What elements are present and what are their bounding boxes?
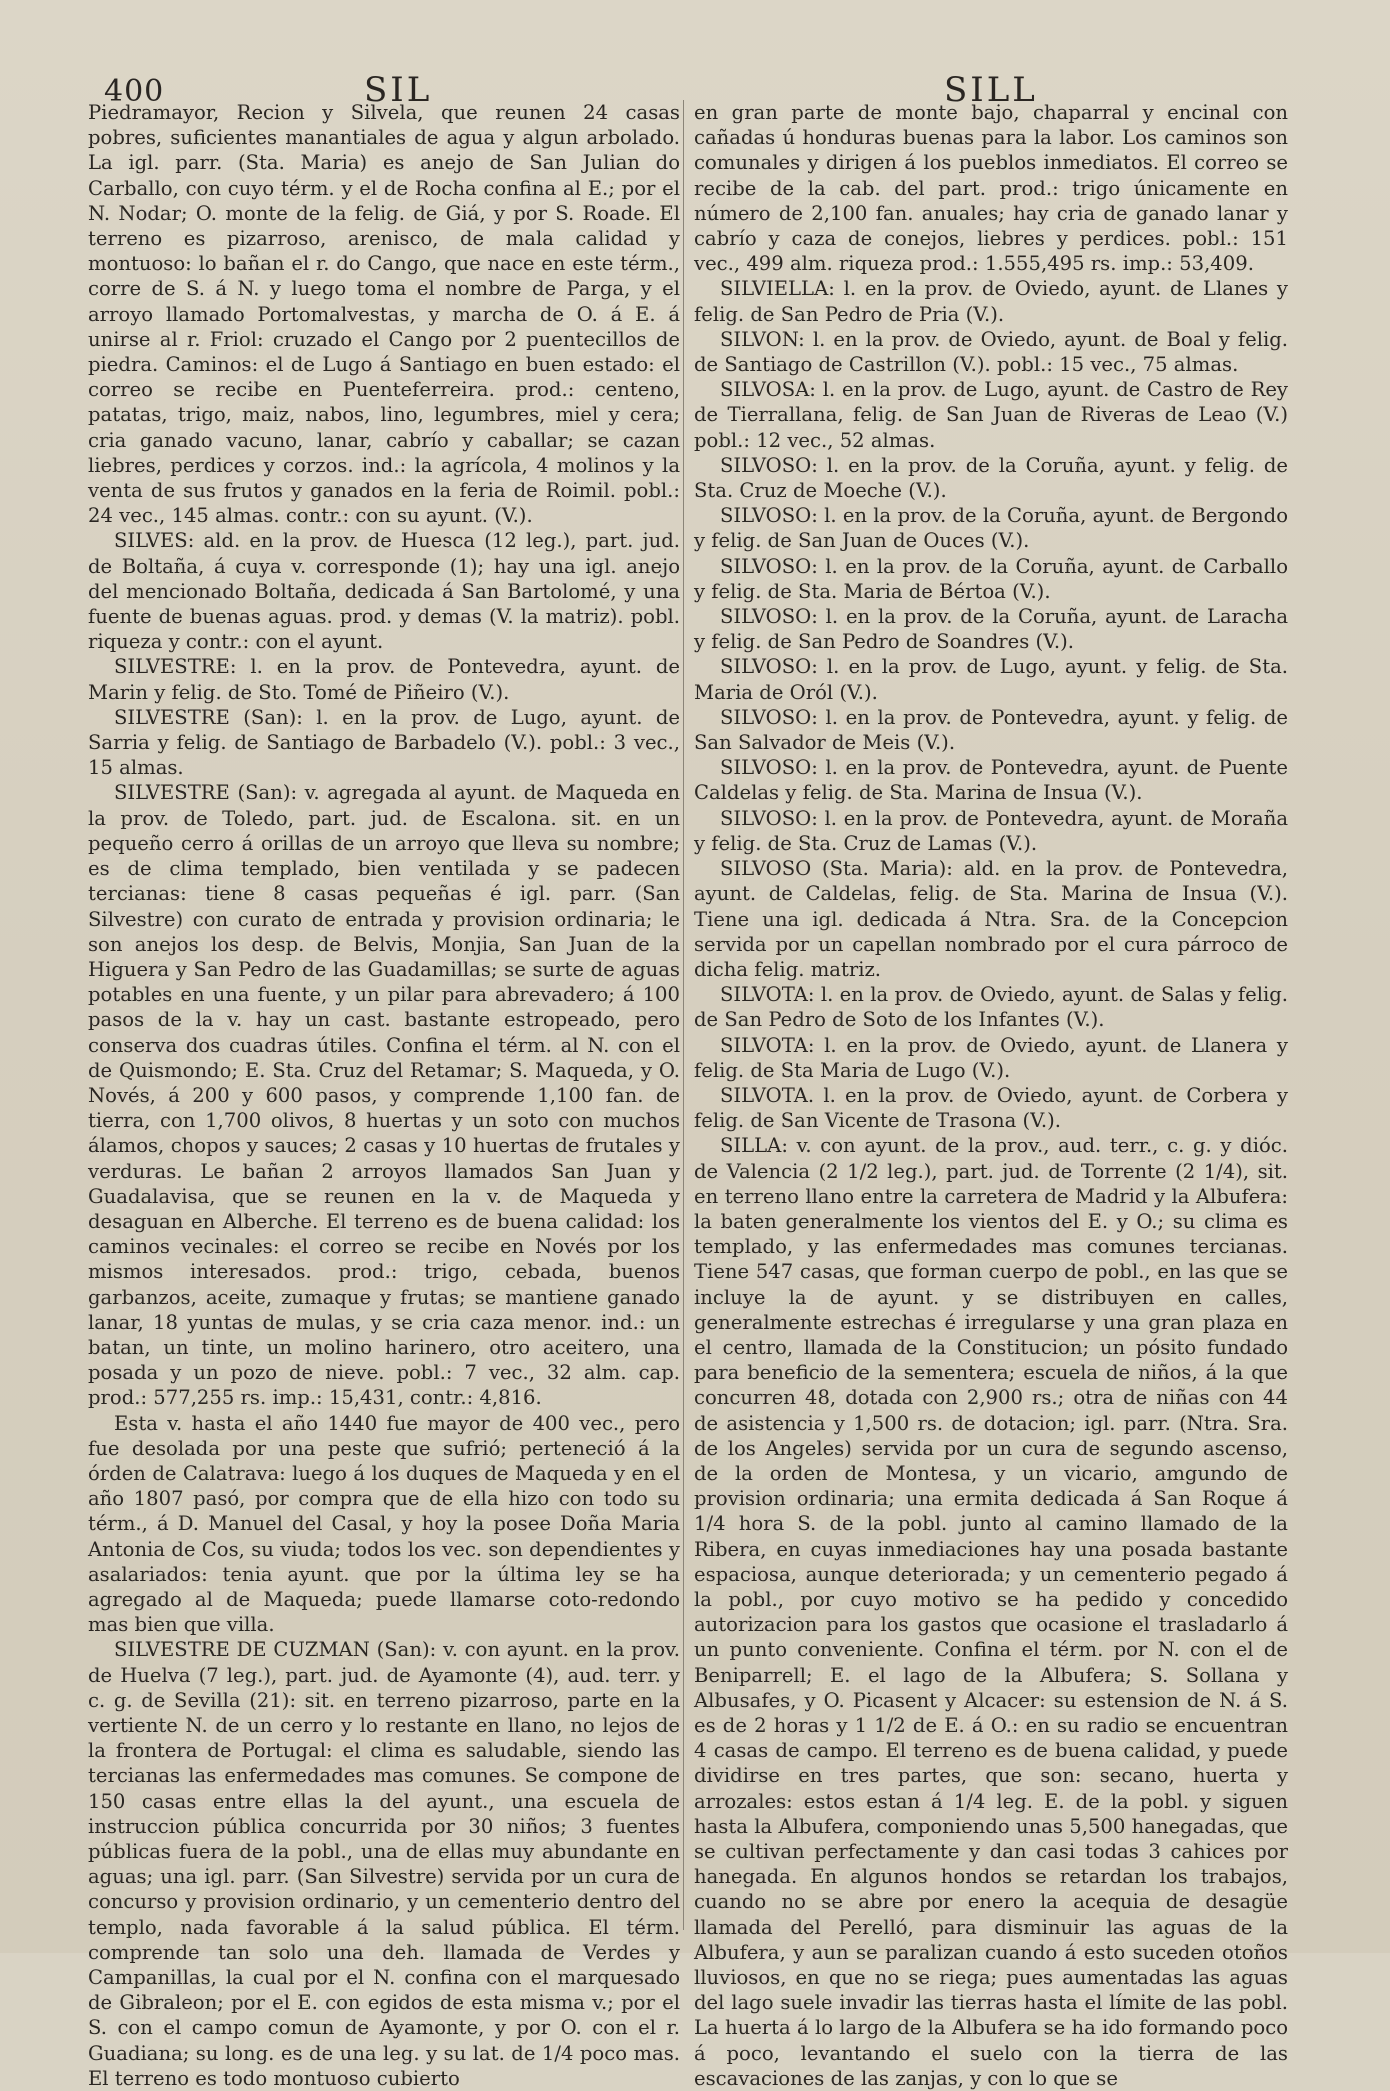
entry-silvoso: SILVOSO: l. en la prov. de la Coruña, ayunt. y felig. de Sta. Cruz de Moeche (V.).: [694, 453, 1288, 503]
entry-silvoso: SILVOSO: l. en la prov. de la Coruña, ayunt. de Bergondo y felig. de San Juan de Ouces (V.).: [694, 504, 1288, 553]
entry-silvestre-san-toledo: SILVESTRE (San): v. agregada al ayunt. de Maqueda en la prov. de Toledo, part. jud. de Escalona. sit. en un pequeño cerro á orillas de un arroyo que lleva su nombre; es de clima templado, bien ventilada y se padecen tercianas: tiene 8 casas pequeñas é igl. parr. (San Silvestre) con curato de entrada y provision ordinaria; le son anejos los desp. de Belvis, Monjia, San Juan de la Higuera y San Pedro de las Guadamillas; se surte de aguas potables en una fuente, y un pilar para abrevadero; á 100 pasos de la v. hay un cast. bastante estropeado, pero conserva dos cuadras útiles. Confina el térm. al N. con el de Quismondo; E. Sta. Cruz del Retamar; S. Maqueda, y O. Novés, á 200 y 600 pasos, y comprende 1,100 fan. de tierra, con 1,700 olivos, 8 huertas y un soto con muchos álamos, chopos y sauces; 2 casas y 10 huertas de frutales y verduras. Le bañan 2 arroyos llamados San Juan y Guadalavisa, que se reunen en la v. de Maqueda y desaguan en Alberche. El terreno es de buena calidad: los caminos vecinales: el correo se recibe en Novés por los mismos interesados. prod.: trigo, cebada, buenos garbanzos, aceite, zumaque y frutas; se mantiene ganado lanar, 18 yuntas de mulas, y se cria caza menor. ind.: un batan, un tinte, un molino harinero, otro aceitero, una posada y un pozo de nieve. pobl.: 7 vec., 32 alm. cap. prod.: 577,255 rs. imp.: 15,431, contr.: 4,816.: [88, 781, 680, 1410]
entry-silvosa: SILVOSA: l. en la prov. de Lugo, ayunt. de Castro de Rey de Tierrallana, felig. de San Juan de Riveras de Leao (V.) pobl.: 12 vec., 52 almas.: [694, 378, 1288, 452]
column-divider: [683, 100, 684, 1930]
entry-silvestre: SILVESTRE: l. en la prov. de Pontevedra, ayunt. de Marin y felig. de Sto. Tomé de Piñeiro (V.).: [88, 655, 680, 704]
entry-silvoso: SILVOSO: l. en la prov. de la Coruña, ayunt. de Laracha y felig. de San Pedro de Soandres (V.).: [694, 605, 1288, 654]
entry-continued-top: Piedramayor, Recion y Silvela, que reunen 24 casas pobres, suficientes manantiales de agua y algun arbolado. La igl. parr. (Sta. Maria) es anejo de San Julian do Carballo, con cuyo térm. y el de Rocha confina al E.; por el N. Nodar; O. monte de la felig. de Giá, y por S. Roade. El terreno es pizarroso, arenisco, de mala calidad y montuoso: lo bañan el r. do Cango, que nace en este térm., corre de S. á N. y luego toma el nombre de Parga, y el arroyo llamado Portomalvestas, y marcha de O. á E. á unirse al r. Friol: cruzado el Cango por 2 puentecillos de piedra. Caminos: el de Lugo á Santiago en buen estado: el correo se recibe en Puenteferreira. prod.: centeno, patatas, trigo, maiz, nabos, lino, legumbres, miel y cera; cria ganado vacuno, lanar, cabrío y caballar; se cazan liebres, perdices y corzos. ind.: la agrícola, 4 molinos y la venta de sus frutos y ganados en la feria de Roimil. pobl.: 24 vec., 145 almas. contr.: con su ayunt. (V.).: [88, 101, 680, 528]
left-column: [88, 100, 680, 2090]
entry-silvoso: SILVOSO: l. en la prov. de Pontevedra, ayunt. de Puente Caldelas y felig. de Sta. Marina de Insua (V.).: [694, 756, 1288, 805]
entry-silvoso: SILVOSO: l. en la prov. de Pontevedra, ayunt. y felig. de San Salvador de Meis (V.).: [694, 705, 1288, 755]
page-number: 400: [104, 74, 165, 109]
entry-silvota: SILVOTA: l. en la prov. de Oviedo, ayunt. de Salas y felig. de San Pedro de Soto de los Infantes (V.).: [694, 983, 1288, 1032]
entry-silvoso: SILVOSO: l. en la prov. de la Coruña, ayunt. de Carballo y felig. de Sta. Maria de Bértoa (V.).: [694, 554, 1288, 603]
left-running-head: SIL: [364, 70, 433, 110]
entry-silvoso: SILVOSO: l. en la prov. de Pontevedra, ayunt. de Moraña y felig. de Sta. Cruz de Lamas (V.).: [694, 806, 1288, 855]
right-column: [694, 100, 1288, 2090]
entry-silvoso-sta-maria: SILVOSO (Sta. Maria): ald. en la prov. de Pontevedra, ayunt. de Caldelas, felig. de Sta. Marina de Insua (V.). Tiene una igl. dedicada á Ntra. Sra. de la Concepcion servida por un capellan nombrado por el cura párroco de dicha felig. matriz.: [694, 857, 1288, 981]
entry-silvestre-san-lugo: SILVESTRE (San): l. en la prov. de Lugo, ayunt. de Sarria y felig. de Santiago de Barbadelo (V.). pobl.: 3 vec., 15 almas.: [88, 705, 680, 780]
entry-silvoso: SILVOSO: l. en la prov. de Lugo, ayunt. y felig. de Sta. Maria de Oról (V.).: [694, 655, 1288, 704]
entry-continued-right: en gran parte de monte bajo, chaparral y encinal con cañadas ú honduras buenas para la labor. Los caminos son comunales y dirigen á los pueblos inmediatos. El correo se recibe de la cab. del part. prod.: trigo únicamente en número de 2,100 fan. anuales; hay cria de ganado lanar y cabrío y caza de conejos, liebres y perdices. pobl.: 151 vec., 499 alm. riqueza prod.: 1.555,495 rs. imp.: 53,409.: [694, 101, 1288, 276]
entry-silviella: SILVIELLA: l. en la prov. de Oviedo, ayunt. de Llanes y felig. de San Pedro de Pria (V.).: [694, 277, 1288, 326]
entry-silvestre-history: Esta v. hasta el año 1440 fue mayor de 400 vec., pero fue desolada por una peste que sufrió; perteneció á la órden de Calatrava: luego á los duques de Maqueda y en el año 1807 pasó, por compra que de ella hizo con todo su térm., á D. Manuel del Casal, y hoy la posee Doña Maria Antonia de Cos, su viuda; todos los vec. son dependientes y asalariados: tenia ayunt. que por la última ley se ha agregado al de Maqueda; puede llamarse coto-redondo mas bien que villa.: [88, 1411, 680, 1637]
entry-silvon: SILVON: l. en la prov. de Oviedo, ayunt. de Boal y felig. de Santiago de Castrillon (V.). pobl.: 15 vec., 75 almas.: [694, 327, 1288, 377]
entry-silla: SILLA: v. con ayunt. de la prov., aud. terr., c. g. y dióc. de Valencia (2 1/2 leg.), part. jud. de Torrente (2 1/4), sit. en terreno llano entre la carretera de Madrid y la Albufera: la baten generalmente los vientos del E. y O.; su clima es templado, y las enfermedades mas comunes tercianas. Tiene 547 casas, que forman cuerpo de pobl., en las que se incluye la de ayunt. y se distribuyen en calles, generalmente estrechas é irregularse y una gran plaza en el centro, llamada de la Constitucion; un pósito fundado para beneficio de la sementera; escuela de niños, á la que concurren 48, dotada con 2,900 rs.; otra de niñas con 44 de asistencia y 1,500 rs. de dotacion; igl. parr. (Ntra. Sra. de los Angeles) servida por un cura de segundo ascenso, de la orden de Montesa, y un vicario, amgundo de provision ordinaria; una ermita dedicada á San Roque á 1/4 hora S. de la pobl. junto al camino llamado de la Ribera, en cuyas inmediaciones hay una posada bastante espaciosa, aunque deteriorada; y un cementerio pegado á la pobl., por cuyo motivo se ha pedido y concedido autorizacion para los gastos que ocasione el trasladarlo á un punto conveniente. Confina el térm. por N. con el de Beniparrell; E. el lago de la Albufera; S. Sollana y Albusafes, y O. Picasent y Alcacer: su estension de N. á S. es de 2 horas y 1 1/2 de E. á O.: en su radio se encuentran 4 casas de campo. El terreno es de buena calidad, y puede dividirse en tres partes, que son: secano, huerta y arrozales: estos estan á 1/4 leg. E. de la pobl. y siguen hasta la Albufera, componiendo unas 5,500 hanegadas, que se cultivan perfectamente y dan casi todas 3 cahices por hanegada. En algunos hondos se retardan los trabajos, cuando no se abre por enero la acequia de desagüe llamada del Perelló, para disminuir las aguas de la Albufera, y aun se paralizan cuando á esto suceden otoños lluviosos, en que no se riega; pues aumentadas las aguas del lago suele invadir las tierras hasta el límite de las pobl. La huerta á lo largo de la Albufera se ha ido formando poco á poco, levantando el suelo con la tierra de las escavaciones de las zanjas, y con lo que se: [694, 1134, 1288, 2090]
entry-silvota: SILVOTA: l. en la prov. de Oviedo, ayunt. de Llanera y felig. de Sta Maria de Lugo (V.).: [694, 1033, 1288, 1082]
entry-silves: SILVES: ald. en la prov. de Huesca (12 leg.), part. jud. de Boltaña, á cuya v. corresponde (1); hay una igl. anejo del mencionado Boltaña, dedicada á San Bartolomé, y una fuente de buenas aguas. prod. y demas (V. la matriz). pobl. riqueza y contr.: con el ayunt.: [88, 529, 680, 654]
entry-silvota: SILVOTA. l. en la prov. de Oviedo, ayunt. de Corbera y felig. de San Vicente de Trasona (V.).: [694, 1083, 1288, 1133]
entry-silvestre-de-cuzman: SILVESTRE DE CUZMAN (San): v. con ayunt. en la prov. de Huelva (7 leg.), part. jud. de Ayamonte (4), aud. terr. y c. g. de Sevilla (21): sit. en terreno pizarroso, parte en la vertiente N. de un cerro y lo restante en llano, no lejos de la frontera de Portugal: el clima es saludable, siendo las tercianas las enfermedades mas comunes. Se compone de 150 casas entre ellas la del ayunt., una escuela de instruccion pública concurrida por 30 niños; 3 fuentes públicas fuera de la pobl., una de ellas muy abundante en aguas; una igl. parr. (San Silvestre) servida por un cura de concurso y provision ordinario, y un cementerio dentro del templo, nada favorable á la salud pública. El térm. comprende tan solo una deh. llamada de Verdes y Campanillas, la cual por el N. confina con el marquesado de Gibraleon; por el E. con egidos de esta misma v.; por el S. con el campo comun de Ayamonte, y por O. con el r. Guadiana; su long. es de una leg. y su lat. de 1/4 poco mas. El terreno es todo montuoso cubierto: [88, 1638, 680, 2090]
right-running-head: SILL: [944, 70, 1038, 110]
